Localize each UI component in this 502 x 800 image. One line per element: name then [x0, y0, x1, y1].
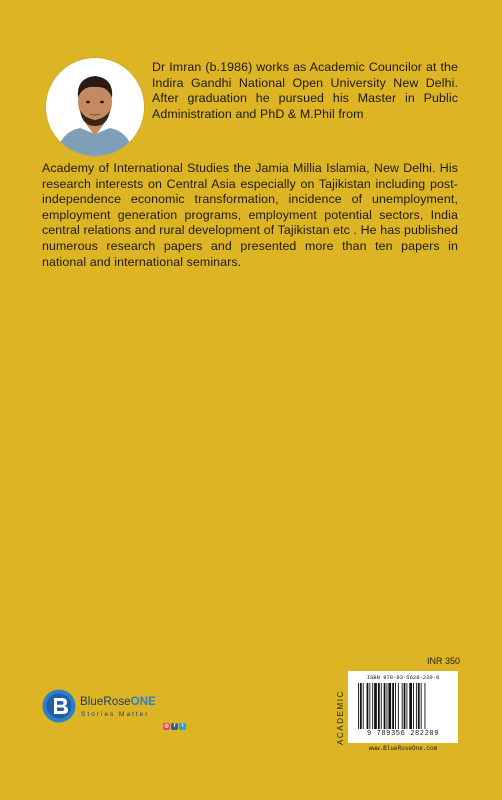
facebook-icon[interactable]: f — [171, 723, 178, 730]
barcode-box — [348, 671, 458, 743]
instagram-icon[interactable]: ◎ — [164, 723, 169, 729]
author-portrait-image — [46, 58, 144, 156]
twitter-icon[interactable]: t — [179, 723, 186, 730]
publisher-name — [80, 696, 156, 708]
isbn-label: ISBN 978-93-5628-220-9 — [366, 674, 440, 681]
author-bio-continued: Academy of International Studies the Jamia Millia Islamia, New Delhi. His research interests on Central Asia especially on Tajikistan including post-independence economic transformation, incidence of unemployment, employment generation programs, employment potential sectors, India central relations and rural development of Tajikistan etc . He has published numerous research papers and presented more than ten papers in national and international seminars. — [42, 161, 458, 269]
publisher-name-part1: BlueRose — [80, 696, 131, 708]
category-label: ACADEMIC — [336, 690, 345, 746]
barcode-image — [358, 683, 448, 729]
publisher-website[interactable]: www.BlueRoseOne.com — [368, 745, 438, 752]
social-icons — [163, 723, 186, 730]
author-photo — [46, 58, 144, 156]
publisher-tagline: Stories Matter — [81, 711, 150, 718]
publisher-name-part2: ONE — [130, 696, 156, 708]
author-bio-intro: Dr Imran (b.1986) works as Academic Councilor at the Indira Gandhi National Open University New Delhi. After graduation he pursued his Master in Public Administration and PhD & M.Phil from — [152, 60, 458, 121]
bluerose-logo-icon — [42, 689, 76, 723]
barcode-digits: 9 789356 282209 — [366, 730, 439, 738]
price-label: INR 350 — [427, 656, 461, 666]
